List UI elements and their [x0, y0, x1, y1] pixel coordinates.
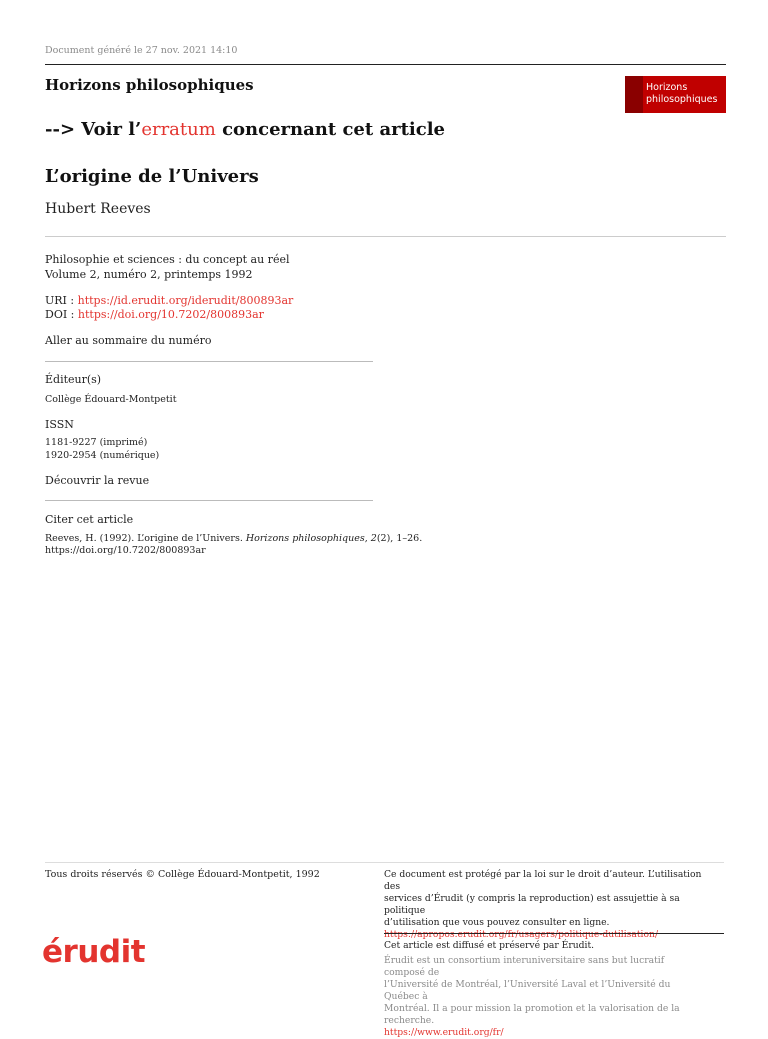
erratum-link[interactable]: erratum	[141, 119, 216, 140]
article-author: Hubert Reeves	[45, 201, 151, 217]
footer-divider-right	[384, 933, 724, 934]
doi-label: DOI :	[45, 308, 78, 321]
logo-text	[646, 82, 717, 106]
citation-after: (2), 1–26.	[376, 533, 423, 544]
citation-journal: Horizons philosophiques	[245, 533, 365, 544]
publisher-name: Collège Édouard-Montpetit	[45, 394, 177, 405]
issue-volume: Volume 2, numéro 2, printemps 1992	[45, 268, 253, 281]
toc-link[interactable]: Aller au sommaire du numéro	[45, 334, 212, 347]
journal-title: Horizons philosophiques	[45, 76, 254, 94]
protection-notice	[384, 869, 704, 941]
issn-print: 1181-9227 (imprimé)	[45, 437, 148, 448]
section-divider	[45, 500, 373, 501]
title-divider	[45, 236, 726, 237]
discover-journal-link[interactable]: Découvrir la revue	[45, 474, 150, 487]
citation-sep: ,	[364, 533, 371, 544]
section-divider	[45, 361, 373, 362]
erratum-notice	[45, 119, 445, 140]
publisher-label: Éditeur(s)	[45, 373, 102, 386]
logo-text-line2: philosophiques	[646, 94, 718, 105]
logo-band	[625, 76, 643, 113]
journal-logo[interactable]	[625, 76, 726, 113]
issn-digital: 1920-2954 (numérique)	[45, 450, 160, 461]
logo-text-line1: Horizons	[646, 82, 688, 93]
citation-before: Reeves, H. (1992). L’origine de l’Univers.	[45, 533, 246, 544]
cite-label: Citer cet article	[45, 513, 134, 526]
issn-label: ISSN	[45, 418, 74, 431]
doi-link[interactable]: https://doi.org/10.7202/800893ar	[77, 308, 264, 321]
diffusion-text: Cet article est diffusé et préservé par Érudit.	[384, 940, 595, 951]
protection-line: d’utilisation que vous pouvez consulter en ligne.	[384, 917, 610, 928]
consortium-line: Érudit est un consortium interuniversitaire sans but lucratif composé de	[384, 955, 665, 978]
header-divider	[45, 64, 726, 65]
erudit-site-link[interactable]: https://www.erudit.org/fr/	[384, 1027, 504, 1038]
consortium-line: l’Université de Montréal, l’Université Laval et l’Université du Québec à	[384, 979, 671, 1002]
generated-date: Document généré le 27 nov. 2021 14:10	[45, 45, 238, 56]
uri-line	[45, 294, 293, 307]
doi-line	[45, 308, 264, 321]
issue-theme: Philosophie et sciences : du concept au réel	[45, 253, 290, 266]
citation-text	[45, 533, 422, 544]
copyright-text: Tous droits réservés © Collège Édouard-Montpetit, 1992	[45, 869, 320, 880]
erratum-prefix: --> Voir l’	[45, 119, 142, 140]
uri-link[interactable]: https://id.erudit.org/iderudit/800893ar	[77, 294, 294, 307]
article-title: L’origine de l’Univers	[45, 166, 259, 187]
consortium-line: Montréal. Il a pour mission la promotion et la valorisation de la recherche.	[384, 1003, 680, 1026]
citation-volume: 2	[370, 533, 377, 544]
consortium-notice	[384, 955, 704, 1039]
erudit-logo[interactable]: érudit	[42, 934, 146, 970]
protection-line: Ce document est protégé par la loi sur le droit d’auteur. L’utilisation des	[384, 869, 702, 892]
erratum-suffix: concernant cet article	[215, 119, 445, 140]
uri-label: URI :	[45, 294, 78, 307]
policy-link[interactable]: https://apropos.erudit.org/fr/usagers/politique-dutilisation/	[384, 929, 659, 940]
citation-doi: https://doi.org/10.7202/800893ar	[45, 545, 206, 556]
footer-divider	[45, 862, 724, 863]
protection-line: services d’Érudit (y compris la reproduction) est assujettie à sa politique	[384, 893, 680, 916]
